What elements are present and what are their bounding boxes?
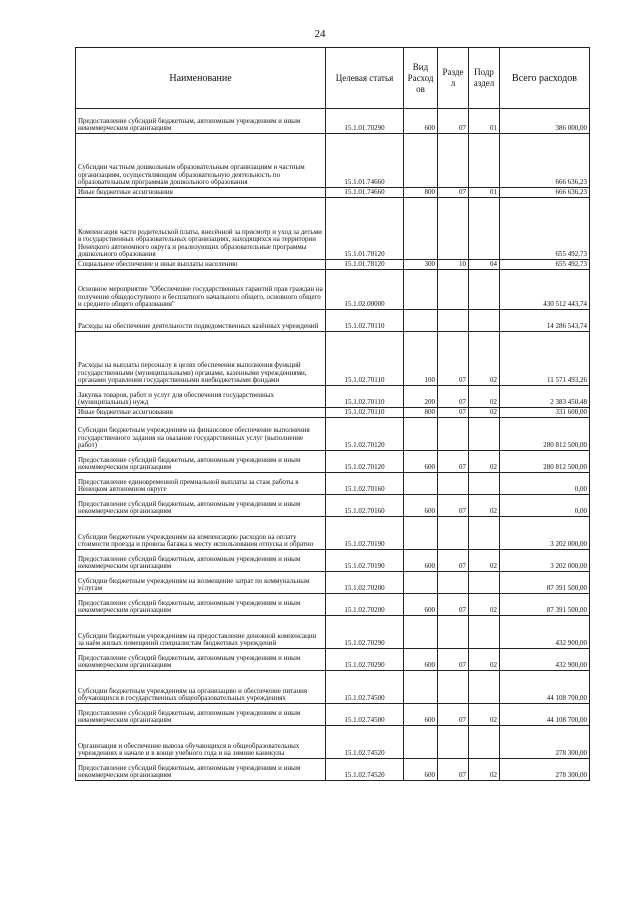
table-row — [76, 260, 590, 270]
row-subsection-cell: 02 — [469, 704, 500, 726]
row-subsection-cell — [469, 572, 500, 594]
row-subsection-cell — [469, 134, 500, 188]
row-name-cell: Компенсация части родительской платы, внесённой за присмотр и уход за детьми в государственных образовательных организациях, находящихся на территории Ненецкого автономного округа и реализующих образовательные программы дошкольного образования — [76, 198, 326, 260]
row-subsection-cell: 02 — [469, 759, 500, 781]
row-kind-cell: 100 — [404, 332, 438, 386]
row-kind-cell: 600 — [404, 109, 438, 134]
table-row — [76, 517, 590, 550]
row-total-cell: 278 300,00 — [500, 726, 590, 759]
row-kind-cell — [404, 198, 438, 260]
row-kind-cell: 600 — [404, 704, 438, 726]
row-total-cell: 655 492,73 — [500, 260, 590, 270]
row-subsection-cell: 02 — [469, 649, 500, 671]
column-header-name: Наименование — [76, 48, 326, 109]
row-name-cell: Предоставление субсидий бюджетным, автономным учреждениям и иным некоммерческим организациям — [76, 704, 326, 726]
row-article-cell: 15.1.02.70190 — [326, 517, 404, 550]
row-name-cell: Иные бюджетные ассигнования — [76, 408, 326, 418]
row-section-cell — [438, 616, 469, 649]
row-total-cell: 655 492,73 — [500, 198, 590, 260]
row-name-cell: Субсидии бюджетным учреждениям на предоставление денежной компенсации за наём жилых помещений специалистам бюджетных учреждений — [76, 616, 326, 649]
row-total-cell: 280 812 500,00 — [500, 418, 590, 451]
row-total-cell: 432 900,00 — [500, 616, 590, 649]
table-row — [76, 270, 590, 310]
row-total-cell: 331 600,00 — [500, 408, 590, 418]
row-name-cell: Субсидии бюджетным учреждениям на возмещение затрат по коммунальным услугам — [76, 572, 326, 594]
row-name-cell: Субсидии частным дошкольным образовательным организациям и частным организациям, осуществляющим образовательную деятельность по образовательным программам дошкольного образования — [76, 134, 326, 188]
row-total-cell: 666 636,23 — [500, 188, 590, 198]
row-kind-cell: 600 — [404, 550, 438, 572]
row-article-cell: 15.1.02.70200 — [326, 594, 404, 616]
row-total-cell: 11 571 493,26 — [500, 332, 590, 386]
row-total-cell: 44 108 700,00 — [500, 671, 590, 704]
row-article-cell: 15.1.02.70120 — [326, 451, 404, 473]
row-subsection-cell — [469, 726, 500, 759]
row-total-cell: 3 202 000,00 — [500, 550, 590, 572]
row-name-cell: Социальное обеспечение и иные выплаты населению — [76, 260, 326, 270]
row-kind-cell — [404, 517, 438, 550]
row-article-cell: 15.1.01.74660 — [326, 188, 404, 198]
row-section-cell: 07 — [438, 408, 469, 418]
row-total-cell: 87 391 500,00 — [500, 572, 590, 594]
row-total-cell: 666 636,23 — [500, 134, 590, 188]
expenditure-table — [75, 47, 590, 781]
row-kind-cell — [404, 473, 438, 495]
row-total-cell: 3 202 000,00 — [500, 517, 590, 550]
column-header-kind: Вид Расход ов — [404, 48, 438, 109]
row-section-cell: 07 — [438, 550, 469, 572]
row-article-cell: 15.1.02.74520 — [326, 759, 404, 781]
row-article-cell: 15.1.01.78120 — [326, 260, 404, 270]
row-section-cell — [438, 572, 469, 594]
table-row — [76, 759, 590, 781]
row-article-cell: 15.1.02.70160 — [326, 473, 404, 495]
row-kind-cell: 800 — [404, 188, 438, 198]
row-article-cell: 15.1.02.70110 — [326, 332, 404, 386]
row-total-cell: 2 383 450,48 — [500, 386, 590, 408]
row-subsection-cell — [469, 517, 500, 550]
row-name-cell: Предоставление субсидий бюджетным, автономным учреждениям и иным некоммерческим организациям — [76, 649, 326, 671]
table-row — [76, 109, 590, 134]
row-section-cell: 07 — [438, 386, 469, 408]
row-name-cell: Субсидии бюджетным учреждениям на компенсацию расходов на оплату стоимости проезда и провоза багажа к месту использования отпуска и обратно — [76, 517, 326, 550]
row-name-cell: Предоставление субсидий бюджетным, автономным учреждениям и иным некоммерческим организациям — [76, 451, 326, 473]
row-name-cell: Предоставление субсидий бюджетным, автономным учреждениям и иным некоммерческим организациям — [76, 550, 326, 572]
row-kind-cell: 300 — [404, 260, 438, 270]
table-row — [76, 572, 590, 594]
table-row — [76, 134, 590, 188]
row-total-cell: 87 391 500,00 — [500, 594, 590, 616]
table-row — [76, 332, 590, 386]
row-article-cell: 15.1.02.74500 — [326, 704, 404, 726]
row-article-cell: 15.1.01.78120 — [326, 198, 404, 260]
row-name-cell: Предоставление субсидий бюджетным, автономным учреждениям и иным некоммерческим организациям — [76, 109, 326, 134]
table-row — [76, 704, 590, 726]
row-article-cell: 15.1.02.70190 — [326, 550, 404, 572]
page-number: 24 — [314, 28, 326, 40]
row-section-cell — [438, 726, 469, 759]
row-subsection-cell: 04 — [469, 260, 500, 270]
row-name-cell: Закупка товаров, работ и услуг для обеспечения государственных (муниципальных) нужд — [76, 386, 326, 408]
row-kind-cell — [404, 671, 438, 704]
column-header-article: Целевая статья — [326, 48, 404, 109]
table-row — [76, 188, 590, 198]
table-row — [76, 594, 590, 616]
row-subsection-cell — [469, 310, 500, 332]
row-section-cell — [438, 418, 469, 451]
row-section-cell — [438, 134, 469, 188]
row-subsection-cell: 02 — [469, 594, 500, 616]
table-row — [76, 386, 590, 408]
row-name-cell: Основное мероприятие "Обеспечение государственных гарантий прав граждан на получение общедоступного и бесплатного начального общего, основного общего и среднего общего образования" — [76, 270, 326, 310]
row-total-cell: 44 108 700,00 — [500, 704, 590, 726]
row-kind-cell — [404, 270, 438, 310]
row-subsection-cell — [469, 198, 500, 260]
row-section-cell — [438, 517, 469, 550]
table-row — [76, 550, 590, 572]
row-name-cell: Расходы на обеспечение деятельности подведомственных казённых учреждений — [76, 310, 326, 332]
table-row — [76, 495, 590, 517]
row-section-cell — [438, 198, 469, 260]
table-row — [76, 671, 590, 704]
row-kind-cell: 600 — [404, 649, 438, 671]
table-body — [76, 109, 590, 781]
row-section-cell — [438, 270, 469, 310]
table-row — [76, 616, 590, 649]
row-kind-cell — [404, 572, 438, 594]
row-subsection-cell — [469, 418, 500, 451]
row-name-cell: Предоставление субсидий бюджетным, автономным учреждениям и иным некоммерческим организациям — [76, 495, 326, 517]
row-kind-cell — [404, 134, 438, 188]
row-name-cell: Расходы на выплаты персоналу в целях обеспечения выполнения функций государственными (муниципальными) органами, казенными учреждениями, органами управления государственными внебюджетными фондами — [76, 332, 326, 386]
table-row — [76, 649, 590, 671]
row-section-cell: 07 — [438, 188, 469, 198]
row-section-cell: 10 — [438, 260, 469, 270]
column-header-section: Разде л — [438, 48, 469, 109]
row-article-cell: 15.1.02.74500 — [326, 671, 404, 704]
row-kind-cell: 600 — [404, 759, 438, 781]
row-section-cell — [438, 310, 469, 332]
row-total-cell: 432 900,00 — [500, 649, 590, 671]
row-total-cell: 430 512 443,74 — [500, 270, 590, 310]
row-kind-cell: 200 — [404, 386, 438, 408]
row-subsection-cell — [469, 671, 500, 704]
row-subsection-cell: 02 — [469, 332, 500, 386]
row-kind-cell: 600 — [404, 495, 438, 517]
table-row — [76, 310, 590, 332]
row-article-cell: 15.1.01.70290 — [326, 109, 404, 134]
row-kind-cell: 800 — [404, 408, 438, 418]
row-section-cell: 07 — [438, 594, 469, 616]
row-total-cell: 386 000,00 — [500, 109, 590, 134]
row-subsection-cell — [469, 473, 500, 495]
row-section-cell: 07 — [438, 704, 469, 726]
row-article-cell: 15.1.02.70290 — [326, 616, 404, 649]
row-total-cell: 0,00 — [500, 495, 590, 517]
row-kind-cell: 600 — [404, 594, 438, 616]
row-total-cell: 0,00 — [500, 473, 590, 495]
row-section-cell: 07 — [438, 451, 469, 473]
row-total-cell: 14 286 543,74 — [500, 310, 590, 332]
row-subsection-cell: 02 — [469, 386, 500, 408]
row-article-cell: 15.1.02.74520 — [326, 726, 404, 759]
row-name-cell: Предоставление субсидий бюджетным, автономным учреждениям и иным некоммерческим организациям — [76, 759, 326, 781]
row-article-cell: 15.1.01.74660 — [326, 134, 404, 188]
row-name-cell: Иные бюджетные ассигнования — [76, 188, 326, 198]
row-article-cell: 15.1.02.70290 — [326, 649, 404, 671]
row-name-cell: Предоставление единовременной премиальной выплаты за стаж работы в Ненецком автономном округе — [76, 473, 326, 495]
row-subsection-cell: 02 — [469, 451, 500, 473]
row-name-cell: Предоставление субсидий бюджетным, автономным учреждениям и иным некоммерческим организациям — [76, 594, 326, 616]
row-kind-cell — [404, 418, 438, 451]
row-name-cell: Организация и обеспечение вывоза обучающихся в общеобразовательных учреждениях в начале и в конце учебного года и на зимние каникулы — [76, 726, 326, 759]
column-header-subsection: Подр аздел — [469, 48, 500, 109]
table-row — [76, 408, 590, 418]
row-article-cell: 15.1.02.70110 — [326, 408, 404, 418]
row-article-cell: 15.1.02.00000 — [326, 270, 404, 310]
table-row — [76, 198, 590, 260]
column-header-total: Всего расходов — [500, 48, 590, 109]
row-name-cell: Субсидии бюджетным учреждениям на организацию и обеспечение питания обучающихся в государственных общеобразовательных учреждениях — [76, 671, 326, 704]
row-subsection-cell — [469, 270, 500, 310]
row-section-cell — [438, 473, 469, 495]
row-article-cell: 15.1.02.70110 — [326, 310, 404, 332]
row-subsection-cell: 02 — [469, 550, 500, 572]
table-row — [76, 726, 590, 759]
row-kind-cell: 600 — [404, 451, 438, 473]
row-subsection-cell — [469, 616, 500, 649]
table-row — [76, 418, 590, 451]
row-section-cell: 07 — [438, 649, 469, 671]
table-row — [76, 451, 590, 473]
row-section-cell: 07 — [438, 759, 469, 781]
table-row — [76, 473, 590, 495]
row-article-cell: 15.1.02.70200 — [326, 572, 404, 594]
row-section-cell: 07 — [438, 332, 469, 386]
table-header-row — [76, 48, 590, 109]
row-total-cell: 280 812 500,00 — [500, 451, 590, 473]
row-total-cell: 278 300,00 — [500, 759, 590, 781]
row-article-cell: 15.1.02.70110 — [326, 386, 404, 408]
row-section-cell: 07 — [438, 495, 469, 517]
row-article-cell: 15.1.02.70160 — [326, 495, 404, 517]
row-kind-cell — [404, 310, 438, 332]
row-section-cell — [438, 671, 469, 704]
row-subsection-cell: 01 — [469, 109, 500, 134]
row-name-cell: Субсидии бюджетным учреждениям на финансовое обеспечение выполнения государственного задания на оказание государственных услуг (выполнение работ) — [76, 418, 326, 451]
row-kind-cell — [404, 726, 438, 759]
row-section-cell: 07 — [438, 109, 469, 134]
row-subsection-cell: 02 — [469, 408, 500, 418]
row-kind-cell — [404, 616, 438, 649]
row-subsection-cell: 01 — [469, 188, 500, 198]
row-subsection-cell: 02 — [469, 495, 500, 517]
row-article-cell: 15.1.02.70120 — [326, 418, 404, 451]
